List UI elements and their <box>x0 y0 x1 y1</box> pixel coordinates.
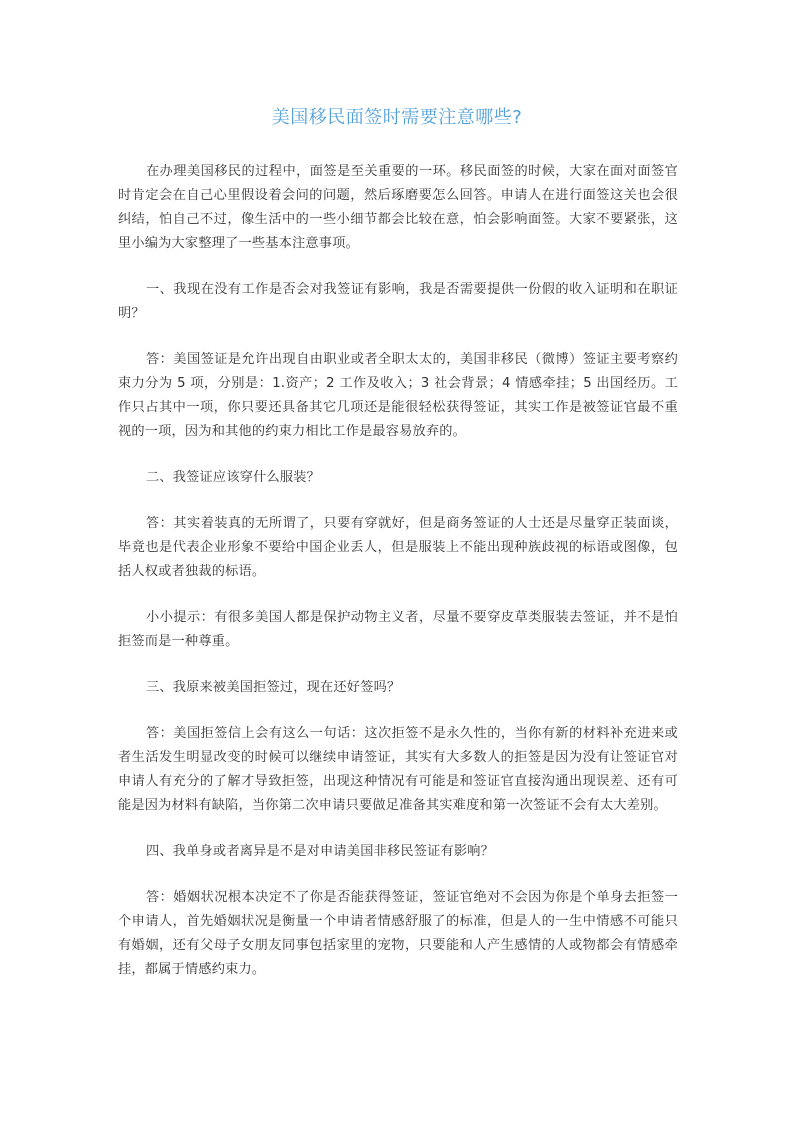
question-2: 二、我签证应该穿什么服装？ <box>146 470 321 485</box>
document-title: 美国移民面签时需要注意哪些? <box>271 107 523 128</box>
question-1: 一、我现在没有工作是否会对我签证有影响，我是否需要提供一份假的收入证明和在职证明？ <box>118 282 678 321</box>
intro-paragraph: 在办理美国移民的过程中，面签是至关重要的一环。移民面签的时候，大家在面对面签官时肯定会在自己心里假设着会问的问题，然后琢磨要怎么回答。申请人在进行面签这关也会很纠结，怕自己不过，像生活中的一些小细节都会比较在意，怕会影响面签。大家不要紧张，这里小编为大家整理了一些基本注意事项。 <box>118 164 678 251</box>
tip-paragraph: 小小提示：有很多美国人都是保护动物主义者，尽量不要穿皮草类服装去签证，并不是怕拒签而是一种尊重。 <box>118 610 678 649</box>
article-body <box>118 160 678 1004</box>
question-3: 三、我原来被美国拒签过，现在还好签吗？ <box>146 680 401 695</box>
answer-3: 答：美国拒签信上会有这么一句话：这次拒签不是永久性的，当你有新的材料补充进来或者生活发生明显改变的时候可以继续申请签证，其实有大多数人的拒签是因为没有让签证官对申请人有充分的了解才导致拒签，出现这种情况有可能是和签证官直接沟通出现误差、还有可能是因为材料有缺陷，当你第二次申请只要做足准备其实难度和第一次签证不会有太大差别。 <box>118 726 678 813</box>
question-4: 四、我单身或者离异是不是对申请美国非移民签证有影响？ <box>146 844 495 859</box>
answer-1: 答：美国签证是允许出现自由职业或者全职太太的，美国非移民（微博）签证主要考察约束力分为 5 项，分别是：1.资产；2 工作及收入；3 社会背景；4 情感牵挂；5 出国经历。工作只占其中一项，你只要还具备其它几项还是能很轻松获得签证，其实工作是被签证官最不重视的一项，因为和其他的约束力相比工作是最容易放弃的。 <box>118 352 678 439</box>
answer-4: 答：婚姻状况根本决定不了你是否能获得签证，签证官绝对不会因为你是个单身去拒签一个申请人，首先婚姻状况是衡量一个申请者情感舒服了的标准，但是人的一生中情感不可能只有婚姻，还有父母子女朋友同事包括家里的宠物，只要能和人产生感情的人或物都会有情感牵挂，都属于情感约束力。 <box>118 890 678 977</box>
answer-2: 答：其实着装真的无所谓了，只要有穿就好，但是商务签证的人士还是尽量穿正装面谈，毕竟也是代表企业形象不要给中国企业丢人，但是服装上不能出现种族歧视的标语或图像，包括人权或者独裁的标语。 <box>118 516 678 579</box>
